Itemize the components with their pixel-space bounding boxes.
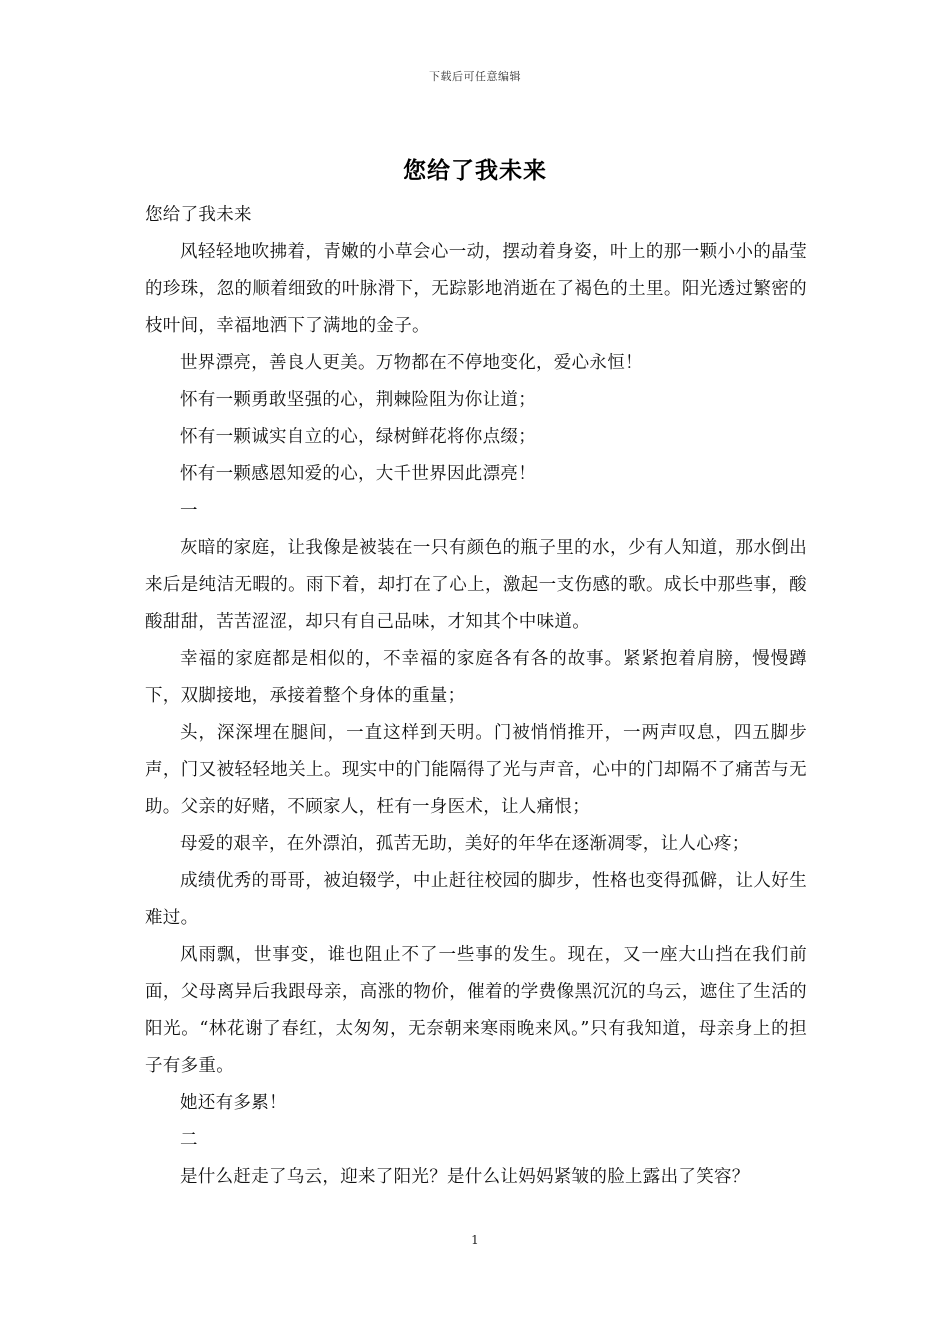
document-title: 您给了我未来 xyxy=(403,158,547,184)
paragraph: 母爱的艰辛，在外漂泊，孤苦无助，美好的年华在逐渐凋零，让人心疼； xyxy=(180,834,750,854)
section-marker: 一 xyxy=(180,501,198,521)
page-header: 下载后可任意编辑 xyxy=(429,70,521,83)
paragraph: 您给了我未来 xyxy=(145,205,252,225)
page-number: 1 xyxy=(471,1233,479,1247)
paragraph: 怀有一颗感恩知爱的心，大千世界因此漂亮！ xyxy=(180,464,536,484)
paragraph: 幸福的家庭都是相似的，不幸福的家庭各有各的故事。紧紧抱着肩膀，慢慢蹲下，双脚接地，承接着整个身体的重量； xyxy=(145,649,807,706)
paragraph: 风雨飘，世事变，谁也阻止不了一些事的发生。现在，又一座大山挡在我们前面，父母离异后我跟母亲，高涨的物价，催着的学费像黑沉沉的乌云，遮住了生活的阳光。“林花谢了春红，太匆匆，无奈朝来寒雨晚来风。”只有我知道，母亲身上的担子有多重。 xyxy=(145,945,807,1076)
paragraph: 成绩优秀的哥哥，被迫辍学，中止赶往校园的脚步，性格也变得孤僻，让人好生难过。 xyxy=(145,871,807,928)
paragraph: 风轻轻地吹拂着，青嫩的小草会心一动，摆动着身姿，叶上的那一颗小小的晶莹的珍珠，忽的顺着细致的叶脉滑下，无踪影地消逝在了褐色的土里。阳光透过繁密的枝叶间，幸福地洒下了满地的金子。 xyxy=(145,242,807,336)
document-body xyxy=(145,197,807,1196)
paragraph: 是什么赶走了乌云，迎来了阳光？是什么让妈妈紧皱的脸上露出了笑容？ xyxy=(180,1167,750,1187)
paragraph: 灰暗的家庭，让我像是被装在一只有颜色的瓶子里的水，少有人知道，那水倒出来后是纯洁无暇的。雨下着，却打在了心上，激起一支伤感的歌。成长中那些事，酸酸甜甜，苦苦涩涩，却只有自己品味，才知其个中味道。 xyxy=(145,538,807,632)
paragraph: 头，深深埋在腿间，一直这样到天明。门被悄悄推开，一两声叹息，四五脚步声，门又被轻轻地关上。现实中的门能隔得了光与声音，心中的门却隔不了痛苦与无助。父亲的好赌，不顾家人，枉有一身医术，让人痛恨； xyxy=(145,723,807,817)
paragraph: 世界漂亮，善良人更美。万物都在不停地变化，爱心永恒！ xyxy=(180,353,643,373)
paragraph: 她还有多累！ xyxy=(180,1093,287,1113)
paragraph: 怀有一颗诚实自立的心，绿树鲜花将你点缀； xyxy=(180,427,536,447)
paragraph: 怀有一颗勇敢坚强的心，荆棘险阻为你让道； xyxy=(180,390,536,410)
section-marker: 二 xyxy=(180,1130,198,1150)
